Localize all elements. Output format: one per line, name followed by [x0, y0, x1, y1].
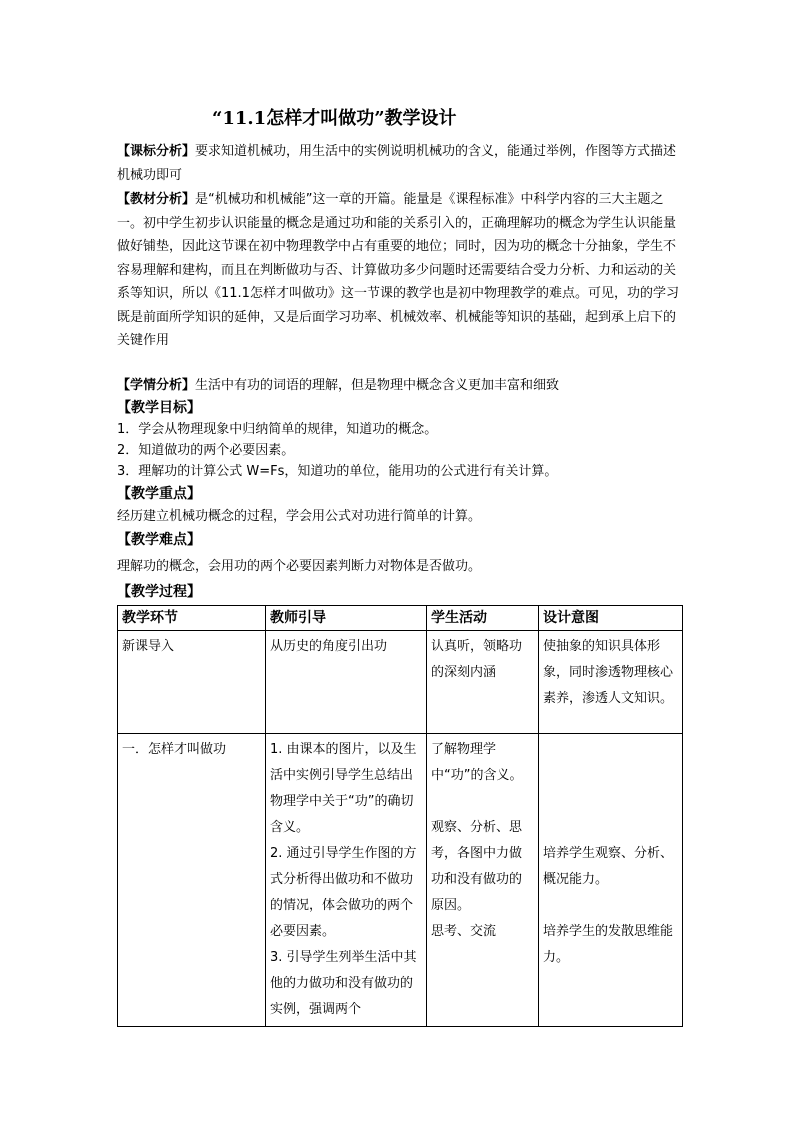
- teacher-step-3: 3. 引导学生列举生活中其他的力做功和没有做功的实例，强调两个: [270, 950, 417, 1017]
- student-activity-3: 思考、交流: [431, 924, 497, 939]
- header-student: 学生活动: [427, 606, 539, 631]
- header-stage: 教学环节: [118, 606, 266, 631]
- student-analysis: [117, 374, 682, 398]
- textbook-analysis: [117, 188, 682, 353]
- goals-heading: 【教学目标】: [117, 400, 201, 416]
- key-points-heading: 【教学重点】: [117, 486, 201, 502]
- intent-2: 培养学生的发散思维能力。: [543, 924, 674, 965]
- cell-student: 认真听，领略功的深刻内涵: [427, 631, 539, 734]
- student-label: 【学情分析】: [117, 378, 196, 393]
- student-text: 生活中有功的词语的理解，但是物理中概念含义更加丰富和细致: [195, 378, 560, 393]
- textbook-label: 【教材分析】: [117, 192, 196, 207]
- curriculum-label: 【课标分析】: [117, 144, 196, 159]
- cell-student: [427, 734, 539, 1027]
- table-row: [118, 734, 683, 1027]
- teacher-step-1: 1. 由课本的图片，以及生活中实例引导学生总结出物理学中关于“功”的确切含义。: [270, 742, 417, 835]
- cell-stage: 一．怎样才叫做功: [118, 734, 266, 1027]
- cell-teacher: 从历史的角度引出功: [266, 631, 427, 734]
- process-table: [117, 605, 683, 1027]
- cell-stage: 新课导入: [118, 631, 266, 734]
- difficulties-text: 理解功的概念，会用功的两个必要因素判断力对物体是否做功。: [117, 559, 482, 574]
- header-intent: 设计意图: [539, 606, 683, 631]
- header-teacher: 教师引导: [266, 606, 427, 631]
- intent-1: 培养学生观察、分析、概况能力。: [543, 846, 674, 887]
- cell-intent: 使抽象的知识具体形象，同时渗透物理核心素养，渗透人文知识。: [539, 631, 683, 734]
- student-activity-1: 了解物理学中“功”的含义。: [431, 742, 523, 783]
- teacher-step-2: 2. 通过引导学生作图的方式分析得出做功和不做功的情况，体会做功的两个必要因素。: [270, 846, 417, 939]
- cell-teacher: [266, 734, 427, 1027]
- document-title: “11.1怎样才叫做功”教学设计: [212, 108, 457, 129]
- key-points-text: 经历建立机械功概念的过程，学会用公式对功进行简单的计算。: [117, 509, 482, 524]
- difficulties-heading: 【教学难点】: [117, 532, 201, 548]
- student-activity-2: 观察、分析、思考，各图中力做功和没有做功的原因。: [431, 820, 523, 913]
- cell-intent: [539, 734, 683, 1027]
- curriculum-analysis: [117, 140, 682, 187]
- goal-item-3: 3．理解功的计算公式 W=Fs，知道功的单位，能用功的公式进行有关计算。: [117, 464, 558, 479]
- textbook-text: 是“机械功和机械能”这一章的开篇。能量是《课程标准》中科学内容的三大主题之一。初中学生初步认识能量的概念是通过功和能的关系引入的，正确理解功的概念为学生认识能量做好铺垫，因此这节课在初中物理教学中占有重要的地位；同时，因为功的概念十分抽象，学生不容易理解和建构，而且在判断做功与否、计算做功多少问题时还需要结合受力分析、力和运动的关系等知识，所以《11.1怎样才叫做功》这一节课的教学也是初中物理教学的难点。可见，功的学习既是前面所学知识的延伸，又是后面学习功率、机械效率、机械能等知识的基础，起到承上启下的关键作用: [117, 192, 679, 348]
- curriculum-text: 要求知道机械功，用生活中的实例说明机械功的含义，能通过举例，作图等方式描述机械功即可: [117, 144, 677, 183]
- table-header-row: [118, 606, 683, 631]
- table-row: [118, 631, 683, 734]
- goal-item-2: 2．知道做功的两个必要因素。: [117, 443, 295, 458]
- goal-item-1: 1．学会从物理现象中归纳简单的规律，知道功的概念。: [117, 422, 438, 437]
- process-heading: 【教学过程】: [117, 584, 201, 600]
